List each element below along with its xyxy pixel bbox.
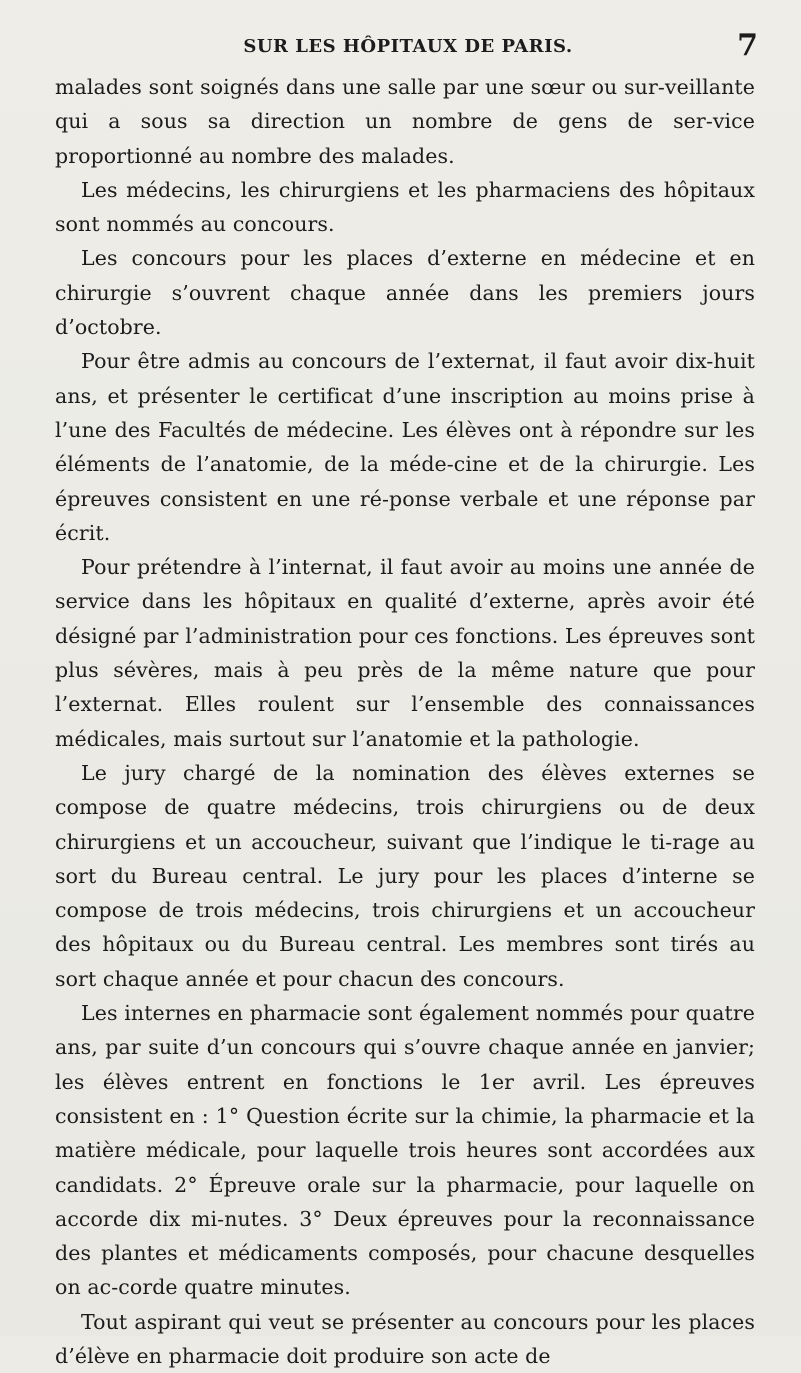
paragraph-3: Les concours pour les places d’externe en médecine et en chirurgie s’ouvrent chaque année dans les premiers jours d’octobre.: [55, 246, 755, 340]
page-header: [58, 30, 758, 70]
paragraph-6: Le jury chargé de la nomination des élèves externes se compose de quatre médecins, trois chirurgiens ou de deux chirurgiens et un accoucheur, suivant que l’indique le ti-rage au sort du Bureau central. Le jury pour les places d’interne se compose de trois médecins, trois chirurgiens et un accoucheur des hôpitaux ou du Bureau central. Les membres sont tirés au sort chaque année et pour chacun des concours.: [55, 760, 755, 991]
paragraph-2: Les médecins, les chirurgiens et les pharmaciens des hôpitaux sont nommés au concours.: [55, 177, 755, 237]
paragraph-4: Pour être admis au concours de l’externat, il faut avoir dix-huit ans, et présenter le certificat d’une inscription au moins prise à l’une des Facultés de médecine. Les élèves ont à répondre sur les éléments de l’anatomie, de la méde-cine et de la chirurgie. Les épreuves consistent en une ré-ponse verbale et une réponse par écrit.: [55, 349, 755, 545]
paragraph-7: Les internes en pharmacie sont également nommés pour quatre ans, par suite d’un concours qui s’ouvre chaque année en janvier; les élèves entrent en fonctions le 1er avril. Les épreuves consistent en : 1° Question écrite sur la chimie, la pharmacie et la matière médicale, pour laquelle trois heures sont accordées aux candidats. 2° Épreuve orale sur la pharmacie, pour laquelle on accorde dix mi-nutes. 3° Deux épreuves pour la reconnaissance des plantes et médicaments composés, pour chacune desquelles on ac-corde quatre minutes.: [55, 1001, 755, 1300]
paragraph-5: Pour prétendre à l’internat, il faut avoir au moins une année de service dans les hôpitaux en qualité d’externe, après avoir été désigné par l’administration pour ces fonctions. Les épreuves sont plus sévères, mais à peu près de la même nature que pour l’externat. Elles roulent sur l’ensemble des connaissances médicales, mais surtout sur l’anatomie et la pathologie.: [55, 555, 755, 751]
body-text: [55, 70, 755, 1373]
running-head: SUR LES HÔPITAUX DE PARIS.: [243, 36, 573, 57]
page-number: 7: [737, 28, 758, 63]
paragraph-8: Tout aspirant qui veut se présenter au concours pour les places d’élève en pharmacie doit produire son acte de: [55, 1309, 755, 1368]
paragraph-1: malades sont soignés dans une salle par une sœur ou sur-veillante qui a sous sa direction un nombre de gens de ser-vice proportionné au nombre des malades.: [55, 75, 755, 168]
